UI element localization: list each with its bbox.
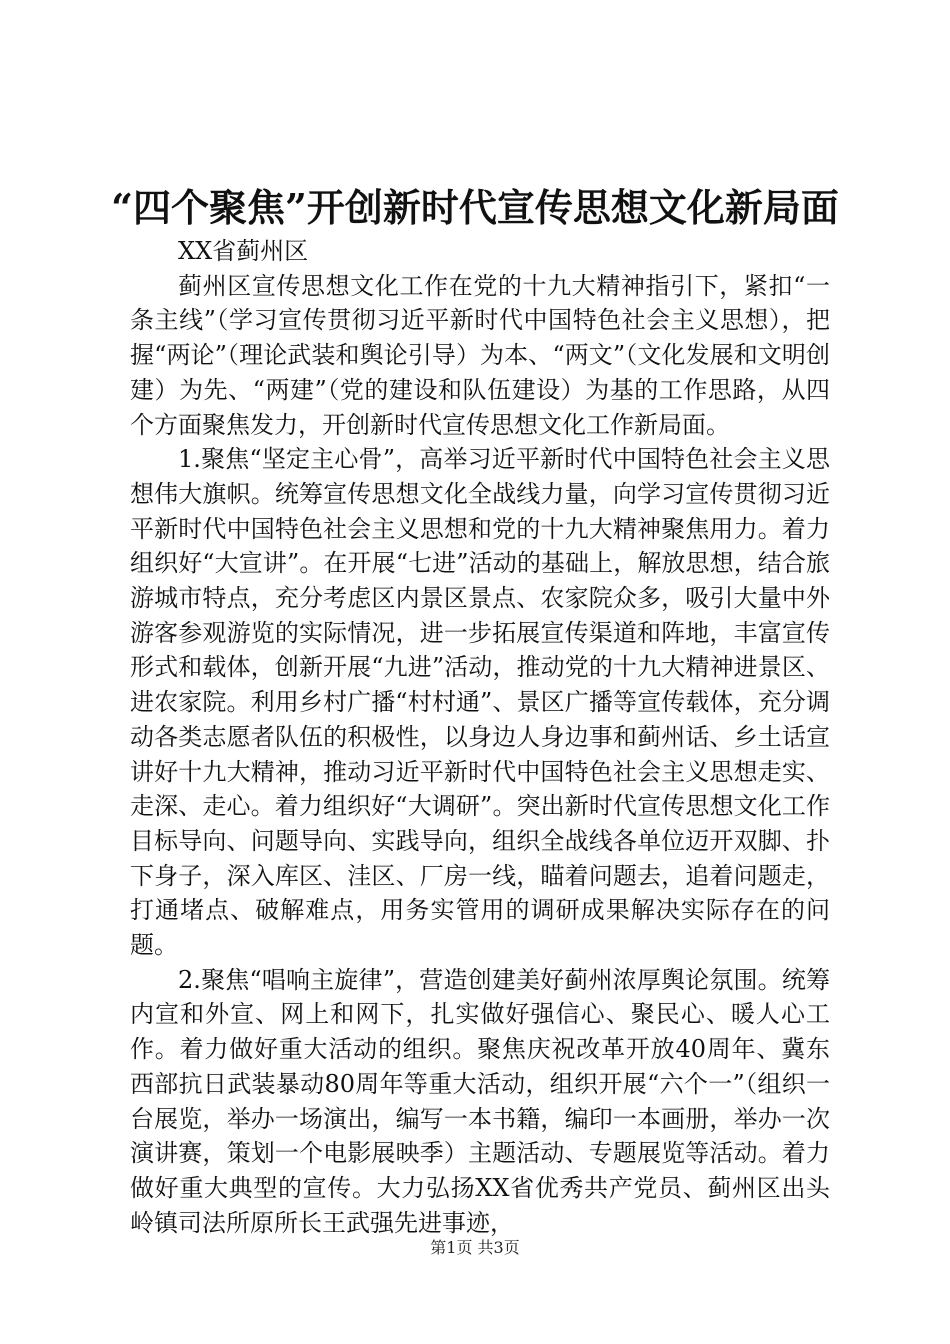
author-line: XX省蓟州区 (178, 237, 309, 265)
document-title: “四个聚焦”开创新时代宣传思想文化新局面 (111, 185, 839, 231)
paragraph-section-2: 2.聚焦“唱响主旋律”，营造创建美好蓟州浓厚舆论氛围。统筹内宣和外宣、网上和网下，扎实做好强信心、聚民心、暖人心工作。着力做好重大活动的组织。聚焦庆祝改革开放40周年、冀东西部抗日武装暴动80周年等重大活动，组织开展“六个一”（组织一台展览，举办一场演出，编写一本书籍，编印一本画册，举办一次演讲赛，策划一个电影展映季）主题活动、专题展览等活动。着力做好重大典型的宣传。大力弘扬XX省优秀共产党员、蓟州区出头岭镇司法所原所长王武强先进事迹， (130, 965, 830, 1237)
paragraph-intro: 蓟州区宣传思想文化工作在党的十九大精神指引下，紧扣“一条主线”（学习宣传贯彻习近平新时代中国特色社会主义思想），把握“两论”（理论武装和舆论引导）为本、“两文”（文化发展和文明创建）为先、“两建”（党的建设和队伍建设）为基的工作思路，从四个方面聚焦发力，开创新时代宣传思想文化工作新局面。 (130, 271, 830, 439)
document-body (130, 234, 830, 1240)
page-footer: 第1页 共3页 (430, 1238, 520, 1257)
paragraph-section-1: 1.聚焦“坚定主心骨”，高举习近平新时代中国特色社会主义思想伟大旗帜。统筹宣传思想文化全战线力量，向学习宣传贯彻习近平新时代中国特色社会主义思想和党的十九大精神聚焦用力。着力组织好“大宣讲”。在开展“七进”活动的基础上，解放思想，结合旅游城市特点，充分考虑区内景区景点、农家院众多，吸引大量中外游客参观游览的实际情况，进一步拓展宣传渠道和阵地，丰富宣传形式和载体，创新开展“九进”活动，推动党的十九大精神进景区、进农家院。利用乡村广播“村村通”、景区广播等宣传载体，充分调动各类志愿者队伍的积极性，以身边人身边事和蓟州话、乡土话宣讲好十九大精神，推动习近平新时代中国特色社会主义思想走实、走深、走心。着力组织好“大调研”。突出新时代宣传思想文化工作目标导向、问题导向、实践导向，组织全战线各单位迈开双脚、扑下身子，深入库区、洼区、厂房一线，瞄着问题去，追着问题走，打通堵点、破解难点，用务实管用的调研成果解决实际存在的问题。 (130, 445, 830, 960)
